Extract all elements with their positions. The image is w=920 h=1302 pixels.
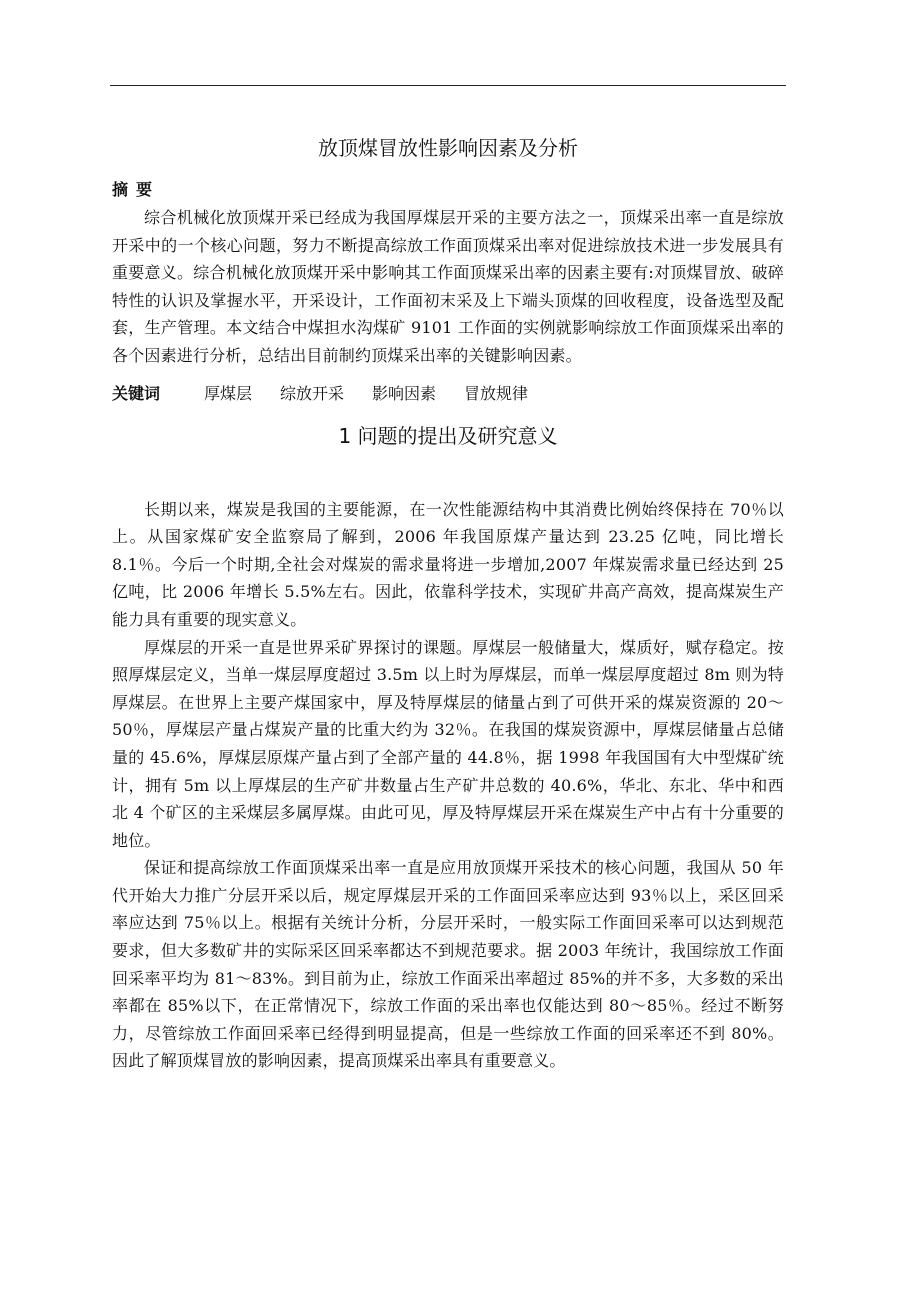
abstract-text: 综合机械化放顶煤开采已经成为我国厚煤层开采的主要方法之一，顶煤采出率一直是综放开采中的一个核心问题，努力不断提高综放工作面顶煤采出率对促进综放技术进一步发展具有重要意义。综合机械化放顶煤开采中影响其工作面顶煤采出率的因素主要有:对顶煤冒放、破碎特性的认识及掌握水平，开采设计，工作面初末采及上下端头顶煤的回收程度，设备选型及配套，生产管理。本文结合中煤担水沟煤矿 9101 工作面的实例就影响综放工作面顶煤采出率的各个因素进行分析，总结出目前制约顶煤采出率的关键影响因素。	[112, 208, 784, 365]
abstract-heading: 摘要	[112, 180, 161, 199]
document-title: 放顶煤冒放性影响因素及分析	[318, 136, 578, 160]
keyword-item: 冒放规律	[464, 383, 529, 403]
keywords-line	[112, 380, 784, 408]
keyword-item: 综放开采	[280, 383, 345, 403]
keyword-item: 厚煤层	[204, 383, 253, 403]
section-title: 1 问题的提出及研究意义	[338, 423, 558, 448]
body-paragraph: 长期以来，煤炭是我国的主要能源，在一次性能源结构中其消费比例始终保持在 70％以上。从国家煤矿安全监察局了解到，2006 年我国原煤产量达到 23.25 亿吨，同比增长 8.1％。今后一个时期,全社会对煤炭的需求量将进一步增加,2007 年煤炭需求量已经达到 25 亿吨，比 2006 年增长 5.5%左右。因此，依靠科学技术，实现矿井高产高效，提高煤炭生产能力具有重要的现实意义。	[112, 499, 784, 629]
document-page	[112, 120, 784, 1075]
header-rule	[110, 85, 786, 86]
body-paragraph: 厚煤层的开采一直是世界采矿界探讨的课题。厚煤层一般储量大，煤质好，赋存稳定。按照厚煤层定义，当单一煤层厚度超过 3.5m 以上时为厚煤层，而单一煤层厚度超过 8m 则为特厚煤层。在世界上主要产煤国家中，厚及特厚煤层的储量占到了可供开采的煤炭资源的 20～50％，厚煤层产量占煤炭产量的比重大约为 32％。在我国的煤炭资源中，厚煤层储量占总储量的 45.6%，厚煤层原煤产量占到了全部产量的 44.8％，据 1998 年我国国有大中型煤矿统计，拥有 5m 以上厚煤层的生产矿井数量占生产矿井总数的 40.6%，华北、东北、华中和西北 4 个矿区的主采煤层多属厚煤。由此可见，厚及特厚煤层开采在煤炭生产中占有十分重要的地位。	[112, 637, 784, 850]
keywords-label: 关键词	[112, 383, 161, 403]
body-paragraph: 保证和提高综放工作面顶煤采出率一直是应用放顶煤开采技术的核心问题，我国从 50 年代开始大力推广分层开采以后，规定厚煤层开采的工作面回采率应达到 93％以上，采区回采率应达到 75％以上。根据有关统计分析，分层开采时，一般实际工作面回采率可以达到规范要求，但大多数矿井的实际采区回采率都达不到规范要求。据 2003 年统计，我国综放工作面回采率平均为 81～83%。到目前为止，综放工作面采出率超过 85%的并不多，大多数的采出率都在 85%以下，在正常情况下，综放工作面的采出率也仅能达到 80～85％。经过不断努力，尽管综放工作面回采率已经得到明显提高，但是一些综放工作面的回采率还不到 80%。因此了解顶煤冒放的影响因素，提高顶煤采出率具有重要意义。	[112, 858, 784, 1071]
keyword-item: 影响因素	[372, 383, 437, 403]
